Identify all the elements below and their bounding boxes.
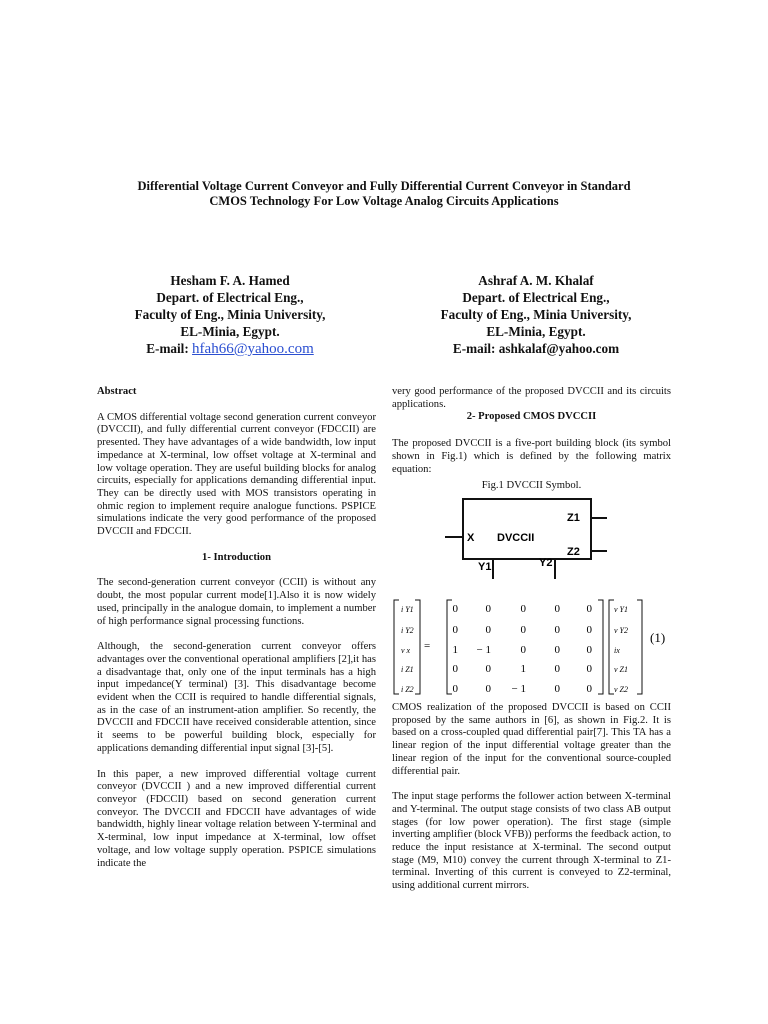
close-bracket	[415, 600, 420, 694]
matrix-cell: 0	[586, 624, 592, 636]
section2-heading: 2- Proposed CMOS DVCCII	[466, 411, 597, 423]
equals-sign: =	[424, 640, 431, 652]
matrix-equation	[392, 596, 682, 696]
email-text: ashkalaf@yahoo.com	[498, 341, 620, 356]
matrix-rhs-entry: v Y2	[614, 626, 628, 635]
matrix-cell: 0	[485, 663, 491, 675]
section2-paragraph-2: CMOS realization of the proposed DVCCII is based on CCII proposed by the same authors in [6], as shown in Fig.2. It is based on a cross-coupled quad differential pair[7]. This TA has a linear region of the input differential voltage greater than the linear region of the input for the conventional source-coupled differential pair.	[392, 702, 671, 777]
matrix-cell: 0	[554, 663, 560, 675]
matrix-cell: 0	[554, 644, 560, 656]
paper-title-line2: CMOS Technology For Low Voltage Analog Circuits Applications	[209, 194, 559, 208]
author-block-1	[80, 272, 380, 358]
matrix-lhs	[401, 605, 414, 694]
matrix-cell: 0	[452, 683, 458, 695]
x-label: X	[467, 532, 475, 544]
author-city: EL-Minia, Egypt.	[180, 324, 280, 339]
intro-paragraph-3: In this paper, a new improved differential voltage current conveyor (DVCCII ) and a new improved differential current conveyor (FDCCII) based on second generation current conveyor. The DVCCII and FDCCII have advantages of wide bandwidth, highly linear voltage relation between Y-terminal and X-terminal, low input impedance at X-terminal, low offset voltage, and low voltage supply operation. PSPICE simulations indicate the	[97, 768, 376, 869]
matrix-cell: 0	[485, 624, 491, 636]
matrix-lhs-entry: i Z1	[401, 665, 414, 674]
block-label: DVCCII	[497, 532, 535, 544]
email-link[interactable]: hfah66@yahoo.com	[192, 341, 314, 357]
right-paragraph-0: very good performance of the proposed DVCCII and its circuits applications.	[392, 386, 671, 410]
matrix-cell: 0	[452, 624, 458, 636]
matrix-rhs-entry: v Z2	[614, 685, 628, 694]
y1-label: Y1	[478, 561, 492, 573]
matrix-cell: 0	[485, 683, 491, 695]
abstract-heading: Abstract	[97, 386, 137, 397]
paper-title-line1: Differential Voltage Current Conveyor and Fully Differential Current Conveyor in Standard	[137, 179, 631, 193]
email-label: E-mail:	[452, 341, 499, 356]
author-faculty: Faculty of Eng., Minia University,	[440, 307, 632, 322]
z2-label: Z2	[567, 546, 580, 558]
matrix-cell: 0	[520, 603, 526, 615]
matrix-cell: 0	[586, 683, 592, 695]
abstract-text: A CMOS differential voltage second generation current conveyor (DVCCII), and fully differential current conveyor (FDCCII) are presented. They have advantages of a wide bandwidth, low input impedance at X-terminal, low offset voltage at X-terminal and low voltage operation. They are useful building blocks for analog circuits, especially for applications demanding differential input. They can be directly used with MOS transistors operating in ohmic region to implement require analogue functions. PSPICE simulations indicate the very good performance of the proposed DVCCII and FDCCII.	[97, 411, 376, 538]
matrix-cell: 0	[554, 603, 560, 615]
email-label: E-mail:	[146, 341, 193, 356]
author-block-2	[386, 272, 686, 357]
matrix-cell: 0	[520, 624, 526, 636]
matrix-rhs-entry: v Y1	[614, 605, 628, 614]
matrix-cell: 0	[554, 624, 560, 636]
author-name: Ashraf A. M. Khalaf	[478, 273, 594, 288]
author-faculty: Faculty of Eng., Minia University,	[134, 307, 326, 322]
right-column-lower	[392, 702, 671, 906]
matrix-rhs-entry: v Z1	[614, 665, 628, 674]
paper-title	[40, 179, 728, 209]
matrix-cell: 1	[452, 644, 458, 656]
author-email-line	[80, 340, 380, 358]
matrix-cell: 0	[485, 603, 491, 615]
matrix-cell: − 1	[511, 683, 526, 695]
matrix-cell: 0	[520, 644, 526, 656]
intro-paragraph-2: Although, the second-generation current conveyor offers advantages over the conventional operational amplifiers [2],it has a disadvantage that, only one of the input terminals has a high input impedance(Y terminal) [3]. This disadvantage become evident when the CCII is required to handle differential signals, as in the case of an instrument-ation amplifier. So recently, the DVCCII and FDCCII have received considerable attention, since it seems to be powerful building block, especially for applications demanding differential input signal [3]-[5].	[97, 641, 376, 754]
matrix-cell: 0	[452, 603, 458, 615]
matrix-cell: 0	[586, 663, 592, 675]
open-bracket	[394, 600, 399, 694]
section2-paragraph-1: The proposed DVCCII is a five-port building block (its symbol shown in Fig.1) which is defined by the following matrix equation:	[392, 438, 671, 475]
matrix-cell: 1	[520, 663, 526, 675]
author-email-line	[386, 340, 686, 357]
matrix-lhs-entry: v x	[401, 646, 411, 655]
matrix-cell: 0	[452, 663, 458, 675]
z1-label: Z1	[567, 512, 580, 524]
right-column	[392, 386, 671, 493]
matrix-lhs-entry: i Y2	[401, 626, 414, 635]
author-city: EL-Minia, Egypt.	[486, 324, 586, 339]
author-dept: Depart. of Electrical Eng.,	[462, 290, 610, 305]
close-bracket	[637, 600, 642, 694]
author-dept: Depart. of Electrical Eng.,	[156, 290, 304, 305]
intro-paragraph-1: The second-generation current conveyor (CCII) is without any doubt, the most popular current mode[1].Also it is now widely used, principally in the analogue domain, to implement a number of high performance signal processing functions.	[97, 577, 376, 627]
matrix-rhs	[614, 605, 628, 694]
matrix-cell: − 1	[476, 644, 491, 656]
matrix-body	[453, 603, 593, 695]
intro-heading: 1- Introduction	[202, 551, 271, 563]
left-column	[97, 386, 376, 883]
open-bracket	[447, 600, 452, 694]
equation-number: (1)	[650, 630, 666, 645]
matrix-cell: 0	[554, 683, 560, 695]
matrix-lhs-entry: i Z2	[401, 685, 414, 694]
dvccii-symbol-figure	[437, 493, 617, 593]
section2-paragraph-3: The input stage performs the follower action between X-terminal and Y-terminal. The output stage consists of two class AB output stages (for low power operation). The first stage (simple inverting amplifier (block VFB)) performs the feedback action, to reduce the input resistance at X-terminal. The second output stage (M9, M10) convey the current through X-terminal to Z1-terminal. Inverting of this current is conveyed to Z2-terminal, using additional current mirrors.	[392, 791, 671, 892]
matrix-lhs-entry: i Y1	[401, 605, 414, 614]
y2-label: Y2	[539, 557, 553, 569]
matrix-cell: 0	[586, 644, 592, 656]
matrix-brackets	[394, 600, 642, 694]
fig1-caption: Fig.1 DVCCII Symbol.	[481, 480, 582, 492]
author-name: Hesham F. A. Hamed	[170, 273, 290, 288]
matrix-cell: 0	[586, 603, 592, 615]
matrix-rhs-entry: ix	[614, 646, 620, 655]
close-bracket	[598, 600, 603, 694]
